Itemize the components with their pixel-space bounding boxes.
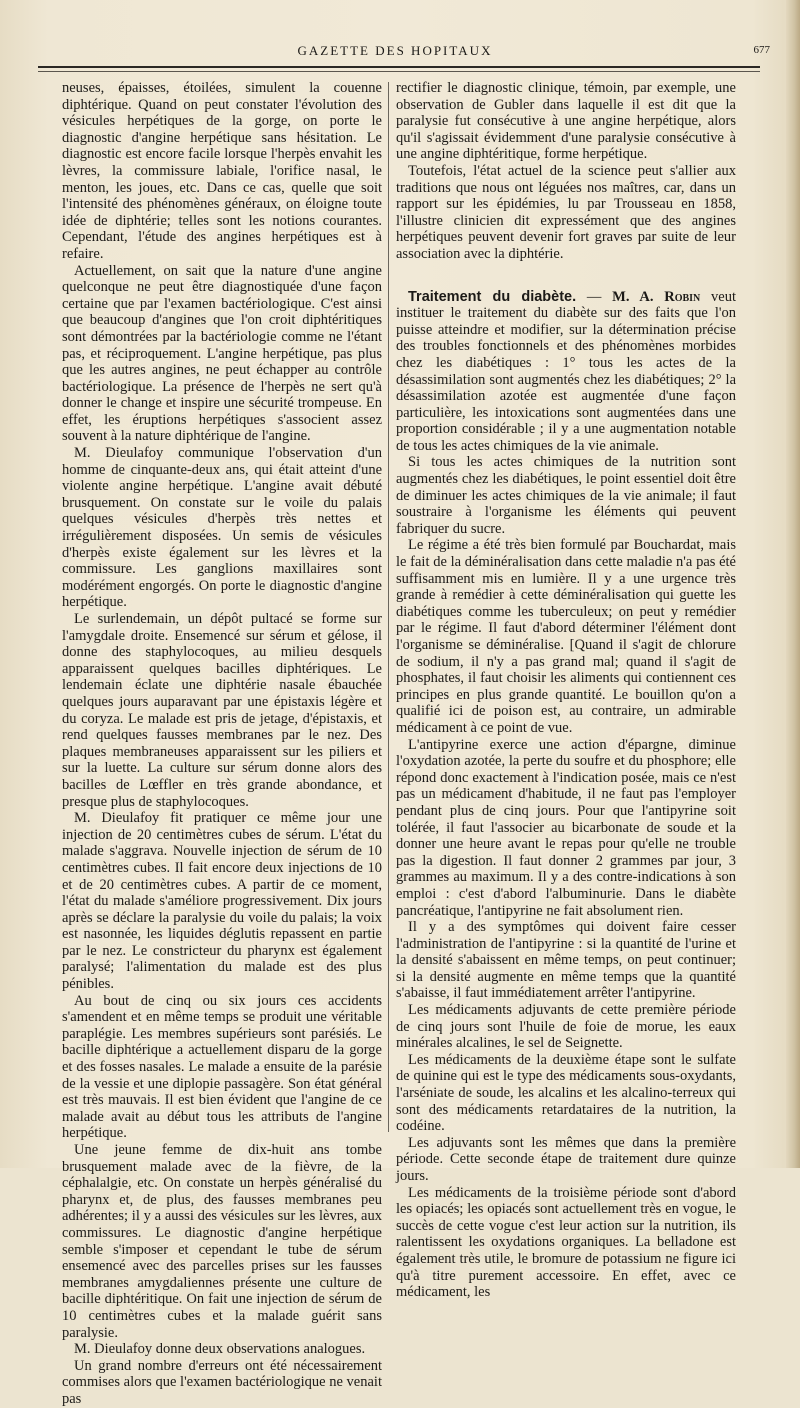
right-column bbox=[396, 80, 736, 1301]
section-heading: Traitement du diabète. bbox=[408, 288, 577, 305]
paragraph: Les médicaments de la deuxième étape sont le sulfate de quinine qui est le type des médicaments sous-oxydants, l'arséniate de soude, les alcalins et les alcalino-terreux qui sont des médicaments retardataires de la nutrition, la codéine. bbox=[396, 1051, 736, 1135]
section-intro-paragraph bbox=[396, 289, 736, 455]
paragraph: Il y a des symptômes qui doivent faire cesser l'administration de l'antipyrine : si la quantité de l'urine et la densité s'abaissent en même temps, on peut continuer; si la densité augmente en même temps que la quantité s'abaisse, il faut immédiatement arrêter l'antipyrine. bbox=[396, 919, 736, 1002]
paragraph: Une jeune femme de dix-huit ans tombe brusquement malade avec de la fièvre, de la céphalalgie, etc. On constate un herpès généralisé du pharynx et, de plus, des fausses membranes peu adhérentes; il y a aussi des vésicules sur les lèvres, aux commissures. Le diagnostic d'angine herpétique semble s'imposer et cependant le tube de sérum ensemencé avec des parcelles prises sur les fausses membranes amygdaliennes présente une culture de bacille diphtéritique. On fait une injection de sérum de 10 centimètres cubes et la malade guérit sans paralysie. bbox=[62, 1142, 382, 1341]
paragraph: M. Dieulafoy donne deux observations analogues. bbox=[74, 1341, 366, 1358]
paragraph: Le surlendemain, un dépôt pultacé se forme sur l'amygdale droite. Ensemencé sur sérum et gélose, il donne des staphylocoques, au milieu desquels apparaissent quelques bacilles diphtériques. Le lendemain éclate une diphtérie nasale ébauchée quelques jours auparavant par une épistaxis légère et du coryza. Le malade est pris de jetage, d'épistaxis, et rend quelques fausses membranes par le nez. Des plaques membraneuses apparaissent sur les piliers et sur la luette. La culture sur sérum donne alors des bacilles de Lœffler en très grande abondance, et presque plus de staphylocoques. bbox=[62, 611, 382, 810]
paragraph: Les adjuvants sont les mêmes que dans la première période. Cette seconde étape de traitement dure quinze jours. bbox=[396, 1134, 736, 1184]
paragraph: Les médicaments de la troisième période sont d'abord les opiacés; les opiacés sont actuellement très en vogue, le succès de cette vogue c'est leur action sur la nutrition, ils ralentissent les oxydations organiques. La belladone est également très utile, le bromure de potassium ne figure ici qu'à titre purement accessoire. En effet, avec ce médicament, les bbox=[396, 1184, 736, 1301]
paragraph: Un grand nombre d'erreurs ont été nécessairement commises alors que l'examen bactériologique ne venait pas bbox=[62, 1357, 382, 1407]
page-number: 677 bbox=[753, 44, 770, 56]
paragraph: M. Dieulafoy communique l'observation d'un homme de cinquante-deux ans, qui était atteint d'une violente angine herpétique. L'angine avait débuté brusquement. On constate sur le voile du palais quelques vésicules d'herpès très nettes et irrégulièrement disposées. Un semis de vésicules d'herpès existe également sur les lèvres et la commissure. Les ganglions maxillaires sont modérément engorgés. On porte le diagnostic d'angine herpétique. bbox=[62, 445, 382, 611]
section-author: M. A. Robin bbox=[612, 288, 701, 305]
paragraph: Toutefois, l'état actuel de la science peut s'allier aux traditions que nous ont léguées nos maîtres, car, dans un rapport sur les épidémies, lu par Trousseau en 1858, l'illustre clinicien dit expressément que des angines herpétiques peuvent devenir fort graves par suite de leur association avec la diphtérie. bbox=[396, 162, 736, 262]
page-binding-edge bbox=[786, 0, 800, 1168]
paragraph: M. Dieulafoy fit pratiquer ce même jour une injection de 20 centimètres cubes de sérum. L'état du malade s'aggrava. Nouvelle injection de sérum de 10 centimètres cubes. Il fait encore deux injections de 10 et de 20 centimètres cubes. A partir de ce moment, l'état du malade s'améliore progressivement. Dix jours après se déclare la paralysie du voile du palais; la voix est nasonnée, les liquides déglutis repassent en partie par le nez. Le constricteur du pharynx est également paralysé; l'alimentation du malade est des plus pénibles. bbox=[62, 810, 382, 993]
paragraph: Le régime a été très bien formulé par Bouchardat, mais le fait de la déminéralisation dans cette maladie n'a pas été suffisamment mis en lumière. Il y a une urgence très grande à remédier à cette déminéralisation qui guette les diabétiques comme les tuberculeux; on peut y remédier par le régime. Il faut d'abord déterminer l'élément dont l'organisme se déminéralise. [Quand il s'agit de chlorure de sodium, il n'y a pas grand mal; quand il s'agit de phosphates, il faut choisir les aliments qui contiennent ces principes en plus grande quantité. Le bouillon qu'on a qualifié ici de poison est, au contraire, un admirable médicament à ce point de vue. bbox=[396, 537, 736, 736]
paragraph: L'antipyrine exerce une action d'épargne, diminue l'oxydation azotée, la perte du soufre et du phosphore; elle répond donc exactement à l'indication posée, mais ce n'est pas un médicament d'habitude, il ne faut pas l'employer pendant plus de cinq jours. Pour que l'antipyrine soit tolérée, il faut l'associer au bicarbonate de soude et la donner une heure avant le repas pour qu'elle ne trouble pas la digestion. Il faut donner 2 grammes par jour, 3 grammes au maximum. Il y a des contre-indications à son emploi : c'est d'abord l'albuminurie. Dans le diabète pancréatique, l'antipyrine ne fait absolument rien. bbox=[396, 736, 736, 919]
paragraph: Actuellement, on sait que la nature d'une angine quelconque ne peut être diagnostiquée d'une façon certaine que par l'examen bactériologique. C'est ainsi que beaucoup d'angines que l'on croit diphtéritiques sont démontrées par la bactériologie comme ne l'étant pas, et réciproquement. L'angine herpétique, pas plus que les autres angines, ne peut échapper au contrôle bactériologique. La présence de l'herpès ne sert qu'à donner le change et inspire une sécurité trompeuse. En effet, les éruptions herpétiques s'associent assez souvent à la nature diphtérique de l'angine. bbox=[62, 262, 382, 445]
paragraph: neuses, épaisses, étoilées, simulent la couenne diphtérique. Quand on peut constater l'évolution des vésicules herpétiques de la gorge, on porte le diagnostic d'angine herpétique sans hésitation. Le diagnostic est encore facile lorsque l'herpès envahit les lèvres, la commissure labiale, l'orifice nasal, le menton, les joues, etc. Dans ce cas, quelle que soit l'intensité des phénomènes généraux, on éloigne toute idée de diphtérie; telles sont les notions courantes. Cependant, l'étude des angines herpétiques est à refaire. bbox=[62, 80, 382, 262]
column-divider bbox=[388, 82, 389, 1132]
paragraph: Au bout de cinq ou six jours ces accidents s'amendent et en même temps se produit une véritable paraplégie. Les membres supérieurs sont parésiés. Le bacille diphtérique a actuellement disparu de la gorge et des fosses nasales. Le malade a ensuite de la parésie de la vessie et une diplopie passagère. Son état général est très mauvais. Il est bien évident que l'angine de ce malade avait au début tous les attributs de l'angine herpétique. bbox=[62, 992, 382, 1142]
header-rule-thick bbox=[38, 66, 760, 68]
header-rule-thin bbox=[38, 71, 760, 72]
section-dash: — bbox=[576, 288, 613, 305]
paragraph: Si tous les actes chimiques de la nutrition sont augmentés chez les diabétiques, le point essentiel doit être de diminuer les actes chimiques de la vie animale; il faut soustraire à l'organisme les éléments qui peuvent fabriquer du sucre. bbox=[396, 454, 736, 537]
running-title: GAZETTE DES HOPITAUX bbox=[297, 43, 493, 58]
paragraph: rectifier le diagnostic clinique, témoin, par exemple, une observation de Gubler dans laquelle il est dit que la paralysie fut consécutive à une angine herpétique, alors qu'il s'agissait évidemment d'une paralysie consécutive à une angine diphtéritique, forme herpétique. bbox=[396, 80, 736, 163]
paragraph: Les médicaments adjuvants de cette première période de cinq jours sont l'huile de foie de morue, les eaux minérales alcalines, le sel de Seignette. bbox=[396, 1002, 736, 1052]
section-gap bbox=[396, 263, 736, 289]
section-lead-text: veut instituer le traitement du diabète sur des faits que l'on puisse atteindre et modifier, sur la détermination précise des troubles fonctionnels et des phénomènes morbides chez les diabétiques : 1° tous les actes de la désassimilation sont augmentés chez les diabétiques; 2° la désassimilation azotée est augmentée d'une façon particulière, les intoxications sont augmentées dans une proportion considérable ; il y a une augmentation notable de tous les actes chimiques de la vie animale. bbox=[396, 288, 736, 454]
left-column bbox=[62, 80, 382, 1407]
